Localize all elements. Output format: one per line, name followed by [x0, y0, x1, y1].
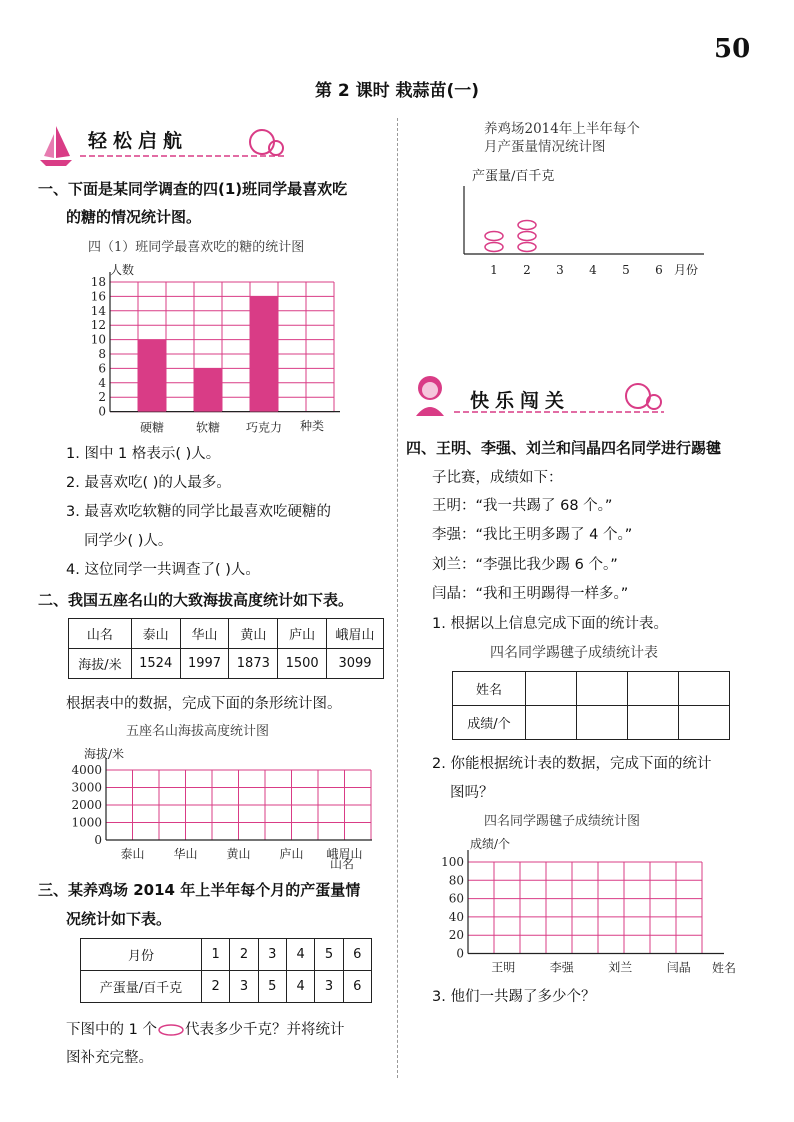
chart4-title: 四名同学踢毽子成绩统计图	[484, 814, 641, 829]
chart1-ylabel: 人数	[110, 263, 135, 277]
mt-r4: 1500	[278, 649, 327, 679]
q4-line2: 子比赛，成绩如下：	[432, 470, 563, 486]
page-number: 50	[714, 34, 751, 64]
x-tick-label: 2	[523, 263, 531, 277]
bar	[250, 296, 278, 411]
mt-h3: 黄山	[229, 619, 278, 649]
y-tick-label: 80	[448, 873, 464, 888]
egg-symbol	[485, 243, 503, 252]
section-left-title: 轻松启航	[88, 130, 189, 152]
x-tick-label: 华山	[173, 847, 198, 861]
mt-r5: 3099	[327, 649, 384, 679]
chart1-candy-bar-chart	[80, 258, 350, 438]
chart4-ylabel: 成绩/个	[470, 837, 511, 851]
q1-sub3-cont: 同学少( )人。	[84, 533, 173, 549]
q4-sub3: 3. 他们一共踢了多少个？	[432, 989, 596, 1005]
y-tick-label: 0	[98, 404, 106, 419]
et-r0: 产蛋量/百千克	[81, 971, 202, 1003]
et-h3: 3	[258, 939, 286, 971]
st-cell[interactable]	[628, 672, 679, 706]
mt-h0: 山名	[69, 619, 132, 649]
y-tick-label: 20	[448, 928, 464, 943]
mt-r3: 1873	[229, 649, 278, 679]
et-h6: 6	[343, 939, 371, 971]
st-cell[interactable]	[628, 706, 679, 740]
x-tick-label: 5	[622, 263, 630, 277]
mountain-table	[68, 618, 384, 679]
y-tick-label: 16	[90, 289, 106, 304]
x-tick-label: 刘兰	[608, 960, 633, 975]
et-r2: 3	[230, 971, 258, 1003]
q4-sub2a: 2. 你能根据统计表的数据，完成下面的统计	[432, 756, 712, 772]
chart3-egg-chart	[456, 160, 716, 282]
egg-symbol	[518, 232, 536, 241]
st-cell[interactable]	[679, 706, 730, 740]
q1-line2: 的糖的情况统计图。	[66, 208, 202, 226]
chart2-xlabel: 山名	[330, 857, 355, 871]
y-tick-label: 0	[456, 946, 464, 961]
y-tick-label: 0	[94, 833, 102, 847]
st-cell[interactable]	[526, 672, 577, 706]
chart4-score-chart	[430, 832, 750, 980]
y-tick-label: 4000	[71, 763, 102, 777]
x-tick-label: 黄山	[226, 847, 251, 861]
lesson-title: 第 2 课时 栽蒜苗(一)	[314, 81, 480, 101]
mt-h5: 峨眉山	[327, 619, 384, 649]
x-tick-label: 泰山	[120, 847, 145, 861]
chart2-ylabel: 海拔/米	[84, 747, 125, 761]
section-banner-right	[404, 372, 674, 422]
mt-h1: 泰山	[131, 619, 180, 649]
y-tick-label: 10	[90, 332, 106, 347]
q1-sub3: 3. 最喜欢吃软糖的同学比最喜欢吃硬糖的	[66, 504, 331, 520]
q3-after1-b: 代表多少千克？并将统计	[184, 1022, 345, 1038]
et-h4: 4	[286, 939, 314, 971]
y-tick-label: 12	[90, 318, 106, 333]
chart3-xlabel: 月份	[674, 263, 699, 277]
st-cell[interactable]	[679, 672, 730, 706]
chart2-mountain-chart	[62, 742, 372, 874]
st-cell[interactable]	[577, 672, 628, 706]
q3-line2: 况统计如下表。	[66, 910, 172, 928]
y-tick-label: 2	[98, 390, 106, 405]
y-tick-label: 8	[98, 347, 106, 361]
q4-table-title: 四名同学踢毽子成绩统计表	[490, 645, 658, 661]
chart1-xlabel: 种类	[300, 419, 325, 433]
q1-sub4: 4. 这位同学一共调查了( )人。	[66, 562, 260, 578]
chart3-title-2: 月产蛋量情况统计图	[484, 139, 606, 155]
x-tick-label: 软糖	[195, 420, 221, 435]
st-cell[interactable]	[526, 706, 577, 740]
y-tick-label: 18	[90, 275, 106, 289]
mt-h2: 华山	[180, 619, 229, 649]
mt-r0: 海拔/米	[69, 649, 132, 679]
q4-quote2: 李强：“我比王明多踢了 4 个。”	[432, 527, 633, 543]
q1-line1: 一、下面是某同学调查的四(1)班同学最喜欢吃	[38, 180, 348, 198]
mt-r2: 1997	[180, 649, 229, 679]
x-tick-label: 4	[589, 263, 597, 277]
x-tick-label: 峨眉山	[326, 847, 363, 861]
q4-line1: 四、王明、李强、刘兰和闫晶四名同学进行踢毽	[406, 439, 722, 457]
section-banner-left	[36, 120, 296, 168]
et-h1: 1	[202, 939, 230, 971]
q2-line1: 二、我国五座名山的大致海拔高度统计如下表。	[38, 591, 354, 609]
et-r3: 5	[258, 971, 286, 1003]
chart1-title: 四（1）班同学最喜欢吃的糖的统计图	[88, 240, 305, 255]
et-h5: 5	[315, 939, 343, 971]
st-r0: 成绩/个	[453, 706, 526, 740]
x-tick-label: 李强	[549, 960, 574, 975]
y-tick-label: 100	[441, 855, 464, 869]
y-tick-label: 1000	[71, 815, 102, 830]
x-tick-label: 硬糖	[139, 420, 165, 435]
x-tick-label: 3	[556, 263, 564, 277]
q4-sub1: 1. 根据以上信息完成下面的统计表。	[432, 616, 668, 632]
score-table	[452, 671, 730, 740]
x-tick-label: 王明	[491, 960, 516, 975]
q4-quote3: 刘兰：“李强比我少踢 6 个。”	[432, 557, 618, 573]
et-h2: 2	[230, 939, 258, 971]
y-tick-label: 14	[90, 303, 106, 318]
y-tick-label: 40	[448, 909, 464, 924]
x-tick-label: 庐山	[279, 847, 304, 861]
chart3-ylabel: 产蛋量/百千克	[472, 169, 555, 184]
egg-symbol	[485, 232, 503, 241]
egg-symbol-icon	[157, 1024, 185, 1036]
st-cell[interactable]	[577, 706, 628, 740]
x-tick-label: 闫晶	[666, 960, 691, 975]
chart3-title-1: 养鸡场2014年上半年每个	[484, 121, 640, 137]
y-tick-label: 4	[98, 375, 106, 390]
column-divider	[397, 118, 398, 1078]
bar	[138, 340, 166, 412]
x-tick-label: 1	[490, 263, 498, 277]
q3-after1-a: 下图中的 1 个	[66, 1022, 157, 1038]
q3-after1	[66, 1018, 344, 1039]
chart2-title: 五座名山海拔高度统计图	[126, 724, 270, 739]
x-tick-label: 6	[655, 263, 663, 277]
et-r5: 3	[315, 971, 343, 1003]
y-tick-label: 2000	[71, 798, 102, 812]
egg-symbol	[518, 243, 536, 252]
et-r4: 4	[286, 971, 314, 1003]
chart4-xlabel: 姓名	[712, 961, 737, 975]
et-h0: 月份	[81, 939, 202, 971]
q1-sub2: 2. 最喜欢吃( )的人最多。	[66, 475, 231, 491]
egg-table	[80, 938, 372, 1003]
et-r1: 2	[202, 971, 230, 1003]
q1-sub1: 1. 图中 1 格表示( )人。	[66, 446, 221, 462]
q4-quote4: 闫晶：“我和王明踢得一样多。”	[432, 586, 629, 602]
egg-symbol	[518, 221, 536, 230]
mt-h4: 庐山	[278, 619, 327, 649]
q3-line1: 三、某养鸡场 2014 年上半年每个月的产蛋量情	[38, 881, 361, 899]
et-r6: 6	[343, 971, 371, 1003]
q4-quote1: 王明：“我一共踢了 68 个。”	[432, 498, 613, 514]
y-tick-label: 6	[98, 361, 106, 376]
section-right-title: 快乐闯关	[470, 390, 571, 412]
x-tick-label: 巧克力	[245, 420, 283, 435]
bar	[194, 368, 222, 411]
mt-r1: 1524	[131, 649, 180, 679]
q4-sub2b: 图吗？	[450, 785, 494, 801]
q2-after: 根据表中的数据，完成下面的条形统计图。	[66, 696, 342, 712]
q3-after2: 图补充完整。	[66, 1050, 153, 1066]
y-tick-label: 60	[448, 891, 464, 906]
y-tick-label: 3000	[71, 780, 102, 795]
st-h0: 姓名	[453, 672, 526, 706]
